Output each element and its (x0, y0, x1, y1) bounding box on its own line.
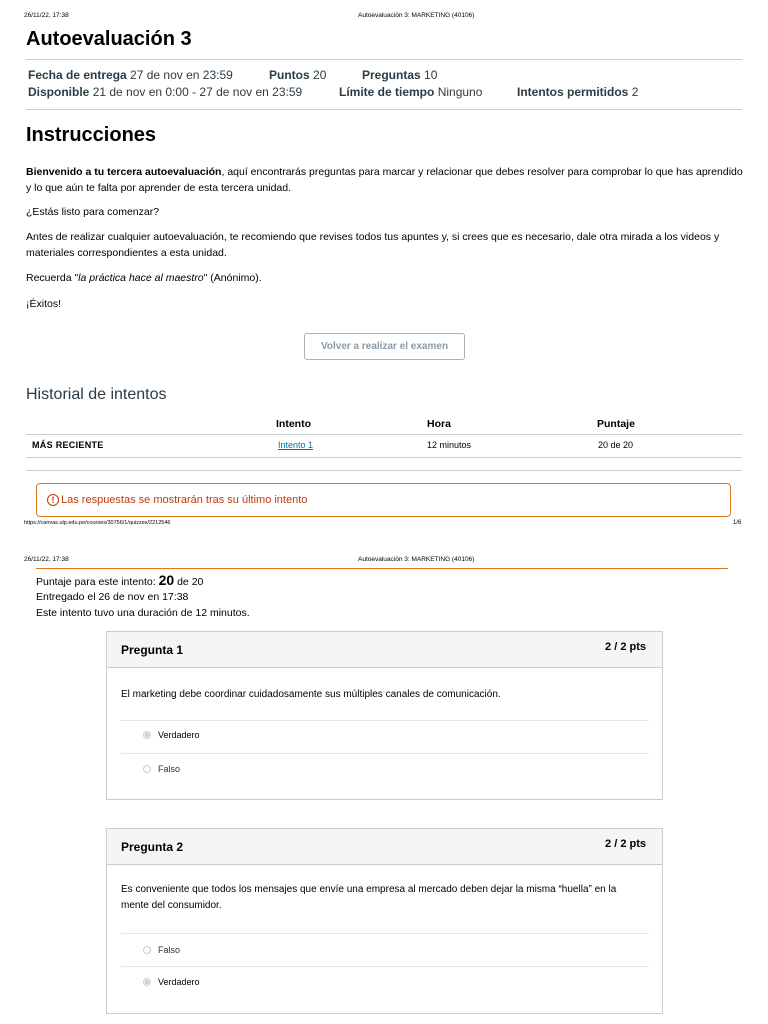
history-col-attempt: Intento (276, 418, 311, 430)
history-col-time: Hora (427, 418, 451, 430)
instructions-paragraph-5: ¡Éxitos! (26, 298, 62, 310)
time-limit-value: Ninguno (437, 85, 483, 99)
question-text: Es conveniente que todos los mensajes que envíe una empresa al mercado deben dejar la misma “huella” en la mente del consumidor. (121, 884, 617, 911)
answer-divider (121, 753, 649, 754)
answer-option[interactable] (143, 977, 200, 987)
available-value: 21 de nov en 0:00 - 27 de nov en 23:59 (92, 85, 303, 99)
answer-option[interactable] (143, 764, 180, 774)
instructions-heading: Instrucciones (26, 124, 157, 146)
table-header-divider (26, 434, 742, 435)
instructions-paragraph-1 (26, 164, 746, 196)
available (28, 85, 302, 99)
score-total: de 20 (177, 576, 204, 588)
radio-selected-icon[interactable] (143, 978, 151, 986)
attempt-link[interactable]: Intento 1 (278, 440, 314, 450)
answer-label: Verdadero (158, 730, 200, 740)
points (269, 68, 326, 82)
answer-label: Falso (158, 945, 181, 955)
quote-post: " (Anónimo). (203, 272, 262, 284)
answer-label: Verdadero (158, 977, 200, 987)
divider (26, 457, 742, 458)
divider (36, 568, 728, 569)
attempt-time: 12 minutos (427, 440, 472, 450)
questions-value: 10 (424, 68, 438, 82)
retake-quiz-button[interactable]: Volver a realizar el examen (304, 333, 465, 360)
print-date: 26/11/22, 17:38 (24, 12, 69, 19)
attempt-score: 20 de 20 (598, 440, 634, 450)
score-value: 20 (158, 572, 175, 588)
question-points: 2 / 2 pts (605, 641, 646, 653)
question-text: El marketing debe coordinar cuidadosamente sus múltiples canales de comunicación. (121, 689, 501, 700)
attempts-value: 2 (631, 85, 639, 99)
quote-pre: Recuerda " (26, 272, 79, 284)
instructions-paragraph-3: Antes de realizar cualquier autoevaluación, te recomiendo que revises todos tus apuntes y, si crees que es necesario, dale otra mirada a los videos y materiales correspondientes a esta unidad. (26, 231, 720, 259)
submitted-date: Entregado el 26 de nov en 17:38 (36, 591, 189, 603)
quote-italic: la práctica hace al maestro (78, 272, 204, 284)
history-col-score: Puntaje (597, 418, 635, 430)
divider (26, 59, 742, 60)
question-card (106, 828, 663, 1014)
question-title: Pregunta 2 (121, 840, 184, 854)
due-date (28, 68, 233, 82)
time-limit-label: Límite de tiempo (339, 85, 435, 99)
page-title: Autoevaluación 3 (26, 28, 192, 50)
print-footer-page: 1/6 (733, 520, 742, 526)
answer-divider (121, 933, 649, 934)
print-title: Autoevaluación 3: MARKETING (40106) (358, 556, 475, 563)
question-header (107, 829, 662, 865)
answer-label: Falso (158, 764, 181, 774)
points-value: 20 (313, 68, 327, 82)
points-label: Puntos (269, 68, 310, 82)
print-title: Autoevaluación 3: MARKETING (40106) (358, 12, 475, 19)
question-title: Pregunta 1 (121, 643, 184, 657)
attempts-label: Intentos permitidos (517, 85, 629, 99)
question-header (107, 632, 662, 668)
score-label: Puntaje para este intento: (36, 576, 156, 588)
warning-icon: ! (47, 494, 59, 506)
radio-icon[interactable] (143, 946, 151, 954)
most-recent-label: MÁS RECIENTE (32, 440, 104, 450)
print-footer-url: https://canvas.ulp.edu.pe/courses/30756/1/quizzes/2212546 (24, 520, 171, 526)
welcome-rest: , aquí encontrarás preguntas para marcar y relacionar que debes resolver para comprobar lo que has aprendido y lo que aún te falta por aprender de esta tercera unidad. (26, 166, 743, 194)
questions-label: Preguntas (362, 68, 421, 82)
answers-alert (36, 483, 731, 517)
answer-option[interactable] (143, 945, 180, 955)
answer-option[interactable] (143, 730, 200, 740)
attempts-allowed (517, 85, 638, 99)
answer-divider (121, 966, 649, 967)
due-label: Fecha de entrega (28, 68, 127, 82)
history-title: Historial de intentos (26, 386, 167, 403)
welcome-bold: Bienvenido a tu tercera autoevaluación (26, 166, 222, 178)
divider (26, 470, 742, 471)
due-value: 27 de nov en 23:59 (130, 68, 233, 82)
print-date: 26/11/22, 17:38 (24, 556, 69, 563)
radio-selected-icon[interactable] (143, 731, 151, 739)
attempt-duration: Este intento tuvo una duración de 12 minutos. (36, 607, 250, 619)
alert-text: Las respuestas se mostrarán tras su último intento (61, 494, 308, 506)
answer-divider (121, 720, 649, 721)
attempt-score-summary (36, 572, 203, 588)
radio-icon[interactable] (143, 765, 151, 773)
questions-count (362, 68, 437, 82)
instructions-paragraph-2: ¿Estás listo para comenzar? (26, 206, 160, 218)
available-label: Disponible (28, 85, 90, 99)
question-points: 2 / 2 pts (605, 838, 646, 850)
instructions-paragraph-4 (26, 270, 746, 286)
time-limit (339, 85, 482, 99)
divider (26, 109, 742, 110)
question-card (106, 631, 663, 800)
